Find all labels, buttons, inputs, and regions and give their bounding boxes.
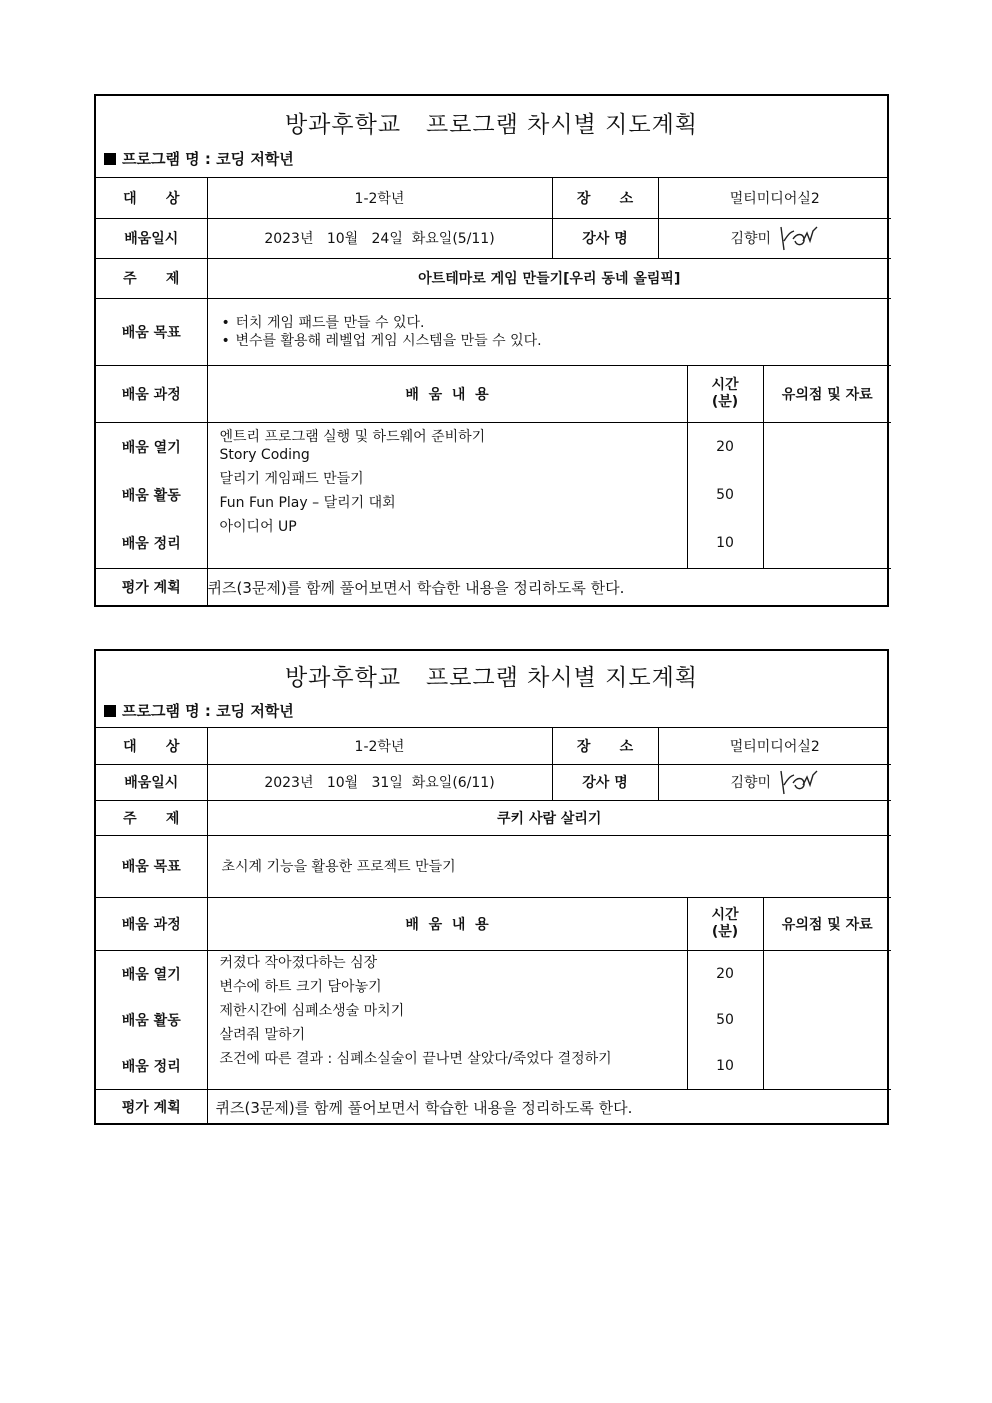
lesson-plan-1 — [94, 94, 889, 607]
time-value: 50 — [716, 486, 734, 503]
topic-value: 쿠키 사람 살리기 — [207, 800, 891, 835]
teacher-cell — [658, 764, 891, 800]
stage-close: 배움 정리 — [121, 536, 181, 553]
teacher-name: 김향미 — [730, 231, 772, 247]
content-line: 조건에 따른 결과 : 심폐소실술이 끝나면 살았다/죽었다 결정하기 — [219, 1050, 612, 1067]
process-label: 배움 과정 — [96, 897, 207, 950]
stage-open: 배움 열기 — [121, 439, 181, 456]
teacher-name: 김향미 — [730, 775, 772, 791]
content-line: 아이디어 UP — [219, 518, 297, 535]
black-square-icon — [104, 705, 116, 717]
target-value: 1-2학년 — [207, 728, 552, 764]
goal-cell — [207, 298, 891, 365]
teacher-cell — [658, 218, 891, 258]
plan-table — [96, 728, 891, 1125]
teacher-label: 강사 명 — [552, 764, 658, 800]
goal-item: • 터치 게임 패드를 만들 수 있다. — [224, 314, 892, 332]
content-line: Fun Fun Play – 달리기 대회 — [219, 494, 396, 511]
stages-cell — [96, 950, 207, 1089]
place-value: 멀티미디어실2 — [658, 728, 891, 764]
place-label: 장 소 — [552, 178, 658, 218]
date-value: 2023년 10월 31일 화요일(6/11) — [207, 764, 552, 800]
content-label: 배 움 내 용 — [207, 365, 687, 422]
time-value: 20 — [716, 965, 734, 982]
plan-title: 방과후학교 프로그램 차시별 지도계획 — [284, 665, 699, 691]
content-label: 배 움 내 용 — [207, 897, 687, 950]
target-label: 대 상 — [96, 728, 207, 764]
date-label: 배움일시 — [96, 764, 207, 800]
notes-label: 유의점 및 자료 — [763, 897, 891, 950]
program-name-line — [104, 700, 294, 721]
topic-value: 아트테마로 게임 만들기[우리 동네 올림픽] — [207, 258, 891, 298]
time-value: 50 — [716, 1011, 734, 1028]
content-line: Story Coding — [219, 446, 310, 463]
time-value: 10 — [716, 1057, 734, 1074]
content-line: 엔트리 프로그램 실행 및 하드웨어 준비하기 — [219, 428, 486, 445]
times-cell — [687, 950, 763, 1089]
signature-icon — [777, 223, 819, 253]
stage-close: 배움 정리 — [121, 1058, 181, 1075]
goal-label: 배움 목표 — [96, 298, 207, 365]
goal-item: • 변수를 활용해 레벨업 게임 시스템을 만들 수 있다. — [224, 332, 892, 350]
notes-label: 유의점 및 자료 — [763, 365, 891, 422]
eval-label: 평가 계획 — [96, 1089, 207, 1125]
content-line: 달리기 게임패드 만들기 — [219, 470, 364, 487]
black-square-icon — [104, 153, 116, 165]
eval-value: 퀴즈(3문제)를 함께 풀어보면서 학습한 내용을 정리하도록 한다. — [207, 1089, 891, 1125]
stages-cell — [96, 422, 207, 568]
content-line: 살려줘 말하기 — [219, 1026, 306, 1043]
content-line: 변수에 하트 크기 담아놓기 — [219, 978, 382, 995]
date-value: 2023년 10월 24일 화요일(5/11) — [207, 218, 552, 258]
plan-title: 방과후학교 프로그램 차시별 지도계획 — [284, 112, 699, 138]
plan-header — [96, 96, 887, 178]
eval-label: 평가 계획 — [96, 568, 207, 606]
program-name-line — [104, 148, 294, 169]
goal-label: 배움 목표 — [96, 835, 207, 897]
goal-value: 초시계 기능을 활용한 프로젝트 만들기 — [207, 835, 891, 897]
program-name: 프로그램 명 : 코딩 저학년 — [122, 702, 294, 720]
signature-icon — [777, 767, 819, 797]
plan-table — [96, 178, 891, 606]
stage-activity: 배움 활동 — [121, 1012, 181, 1029]
teacher-label: 강사 명 — [552, 218, 658, 258]
stage-open: 배움 열기 — [121, 966, 181, 983]
topic-label: 주 제 — [96, 258, 207, 298]
time-value: 20 — [716, 438, 734, 455]
target-label: 대 상 — [96, 178, 207, 218]
plan-header — [96, 651, 887, 728]
date-label: 배움일시 — [96, 218, 207, 258]
program-name: 프로그램 명 : 코딩 저학년 — [122, 150, 294, 168]
time-value: 10 — [716, 535, 734, 552]
content-line: 커졌다 작아졌다하는 심장 — [219, 954, 378, 971]
topic-label: 주 제 — [96, 800, 207, 835]
lesson-plan-2 — [94, 649, 889, 1125]
time-label: 시간 (분) — [687, 365, 763, 422]
time-label: 시간 (분) — [687, 897, 763, 950]
contents-cell — [207, 422, 687, 568]
contents-cell — [207, 950, 687, 1089]
stage-activity: 배움 활동 — [121, 487, 181, 504]
eval-value: 퀴즈(3문제)를 함께 풀어보면서 학습한 내용을 정리하도록 한다. — [207, 568, 891, 606]
notes-cell — [763, 950, 891, 1089]
place-value: 멀티미디어실2 — [658, 178, 891, 218]
process-label: 배움 과정 — [96, 365, 207, 422]
notes-cell — [763, 422, 891, 568]
place-label: 장 소 — [552, 728, 658, 764]
target-value: 1-2학년 — [207, 178, 552, 218]
content-line: 제한시간에 심폐소생술 마치기 — [219, 1002, 405, 1019]
times-cell — [687, 422, 763, 568]
